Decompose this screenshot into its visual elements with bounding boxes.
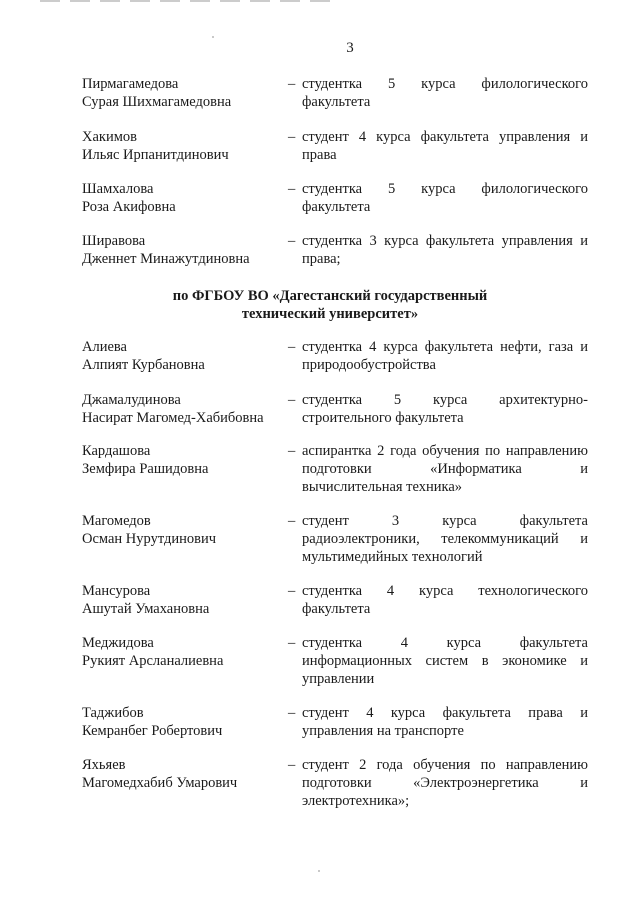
dash: – xyxy=(288,443,296,459)
person-name xyxy=(82,75,282,111)
surname: Шамхалова xyxy=(82,181,154,197)
given-names: Роза Акифовна xyxy=(82,199,176,215)
description-line: студентка 5 курса архитектурно- xyxy=(302,392,588,408)
dash: – xyxy=(288,583,296,599)
surname: Магомедов xyxy=(82,513,151,529)
person-name xyxy=(82,704,282,740)
given-names: Ильяс Ирпанитдинович xyxy=(82,147,229,163)
given-names: Рукият Арсланалиевна xyxy=(82,653,224,669)
surname: Алиева xyxy=(82,339,127,355)
person-name xyxy=(82,232,282,268)
description xyxy=(302,582,588,618)
description-line: студентка 3 курса факультета управления и xyxy=(302,233,588,249)
dash: – xyxy=(288,129,296,145)
person-name xyxy=(82,391,282,427)
dash: – xyxy=(288,181,296,197)
description-line: факультета xyxy=(302,199,371,215)
dash: – xyxy=(288,757,296,773)
description xyxy=(302,756,588,810)
person-name xyxy=(82,634,282,670)
description-line: студентка 4 курса факультета xyxy=(302,635,588,651)
description-line: аспирантка 2 года обучения по направлению xyxy=(302,443,588,459)
description xyxy=(302,128,588,164)
person-name xyxy=(82,582,282,618)
surname: Мансурова xyxy=(82,583,151,599)
description-line: права xyxy=(302,147,337,163)
given-names: Земфира Рашидовна xyxy=(82,461,209,477)
person-name xyxy=(82,180,282,216)
given-names: Кемранбег Робертович xyxy=(82,723,223,739)
description-line: информационных систем в экономике и xyxy=(302,653,588,669)
description-line: вычислительная техника» xyxy=(302,479,463,495)
scan-speck xyxy=(212,36,214,38)
surname: Меджидова xyxy=(82,635,154,651)
description-line: электротехника»; xyxy=(302,793,410,809)
description-line: факультета xyxy=(302,94,371,110)
section-title xyxy=(0,287,640,323)
description xyxy=(302,75,588,111)
page-number: 3 xyxy=(346,40,354,56)
given-names: Осман Нурутдинович xyxy=(82,531,217,547)
description-line: управлении xyxy=(302,671,375,687)
description xyxy=(302,704,588,740)
description-line: студентка 4 курса факультета нефти, газа и xyxy=(302,339,588,355)
person-name xyxy=(82,442,282,478)
given-names: Сурая Шихмагамедовна xyxy=(82,94,232,110)
description xyxy=(302,232,588,268)
description-line: факультета xyxy=(302,601,371,617)
description-line: природообустройства xyxy=(302,357,436,373)
description xyxy=(302,338,588,374)
description-line: строительного факультета xyxy=(302,410,464,426)
description-line: студентка 5 курса филологического xyxy=(302,181,588,197)
given-names: Алпият Курбановна xyxy=(82,357,205,373)
description-line: мультимедийных технологий xyxy=(302,549,483,565)
dash: – xyxy=(288,392,296,408)
person-name xyxy=(82,128,282,164)
dash: – xyxy=(288,233,296,249)
dash: – xyxy=(288,339,296,355)
description-line: студент 4 курса факультета права и xyxy=(302,705,588,721)
person-name xyxy=(82,338,282,374)
scan-artifact xyxy=(40,0,340,2)
given-names: Ашутай Умахановна xyxy=(82,601,210,617)
dash: – xyxy=(288,76,296,92)
section-title-line: технический университет» xyxy=(241,306,419,322)
description-line: подготовки «Информатика и xyxy=(302,461,588,477)
description xyxy=(302,442,588,496)
description xyxy=(302,180,588,216)
section-title-line: по ФГБОУ ВО «Дагестанский государственный xyxy=(172,288,488,304)
surname: Кардашова xyxy=(82,443,151,459)
dash: – xyxy=(288,635,296,651)
surname: Джамалудинова xyxy=(82,392,181,408)
person-name xyxy=(82,512,282,548)
description-line: управления на транспорте xyxy=(302,723,464,739)
description-line: радиоэлектроники, телекоммуникаций и xyxy=(302,531,588,547)
surname: Хакимов xyxy=(82,129,137,145)
dash: – xyxy=(288,705,296,721)
description-line: подготовки «Электроэнергетика и xyxy=(302,775,588,791)
description xyxy=(302,391,588,427)
description-line: студентка 5 курса филологического xyxy=(302,76,588,92)
given-names: Дженнет Минажутдиновна xyxy=(82,251,250,267)
surname: Пирмагамедова xyxy=(82,76,179,92)
given-names: Насират Магомед-Хабибовна xyxy=(82,410,264,426)
surname: Яхьяев xyxy=(82,757,126,773)
description-line: студентка 4 курса технологического xyxy=(302,583,588,599)
person-name xyxy=(82,756,282,792)
description xyxy=(302,512,588,566)
dash: – xyxy=(288,513,296,529)
description-line: студент 3 курса факультета xyxy=(302,513,588,529)
surname: Таджибов xyxy=(82,705,144,721)
scan-speck xyxy=(318,870,320,872)
description xyxy=(302,634,588,688)
description-line: права; xyxy=(302,251,341,267)
description-line: студент 2 года обучения по направлению xyxy=(302,757,588,773)
surname: Ширавова xyxy=(82,233,146,249)
given-names: Магомедхабиб Умарович xyxy=(82,775,238,791)
description-line: студент 4 курса факультета управления и xyxy=(302,129,588,145)
